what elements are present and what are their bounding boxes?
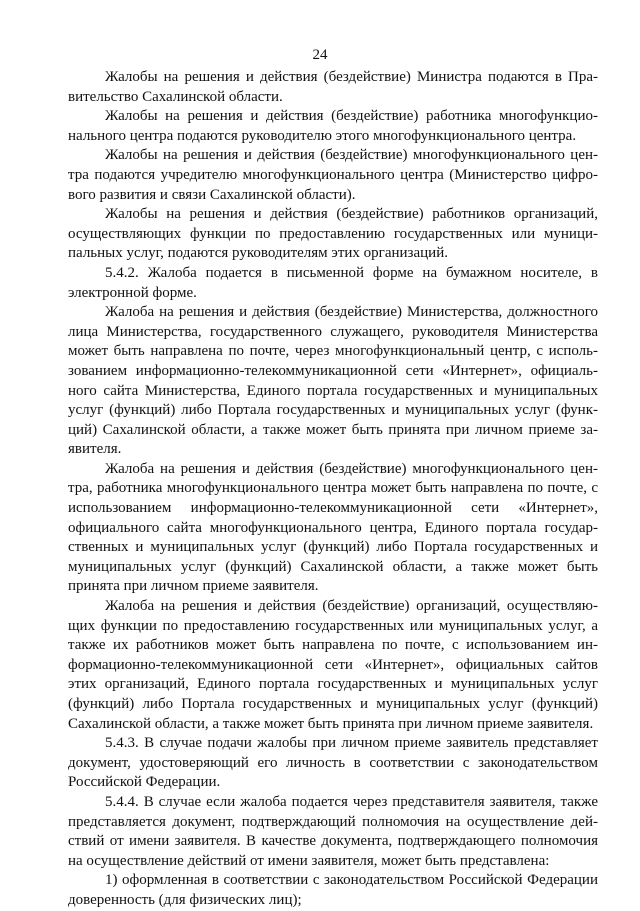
paragraph-complaint-organizations-channels: Жалоба на решения и действия (бездействие) организаций, осуществляющих функции по предоставлению государственных или муниципальных услуг, а также их работников может быть направлена по почте, с использованием информационно-телекоммуникационной сети «Интернет», официальных сайтов этих организаций, Единого портала государственных и муниципальных услуг (функций) либо Портала государственных и муниципальных услуг (функций) Сахалинской области, а также может быть принята при личном приеме заявителя. [68, 598, 598, 732]
paragraph-5-4-4: 5.4.4. В случае если жалоба подается через представителя заявителя, также представляется документ, подтверждающий полномочия на осуществление действий от имени заявителя. В качестве документа, подтверждающего полномочия на осуществление действий от имени заявителя, может быть представлена: [68, 793, 598, 869]
paragraph-complaint-minister: Жалобы на решения и действия (бездействие) Министра подаются в Правительство Сахалинской области. [68, 69, 598, 105]
paragraph-5-4-2: 5.4.2. Жалоба подается в письменной форме на бумажном носителе, в электронной форме. [68, 264, 598, 301]
paragraph-5-4-3: 5.4.3. В случае подачи жалобы при личном приеме заявитель представляет документ, удостоверяющий его личность в соответствии с законодательством Российской Федерации. [68, 735, 598, 791]
document-body [68, 68, 598, 911]
paragraph-complaint-mfc: Жалобы на решения и действия (бездействие) многофункционального центра подаются учредителю многофункционального центра (Министерство цифрового развития и связи Сахалинской области). [68, 147, 598, 203]
paragraph-complaint-ministry-channels: Жалоба на решения и действия (бездействие) Министерства, должностного лица Министерства, государственного служащего, руководителя Министерства может быть направлена по почте, через многофункциональный центр, с использованием информационно-телекоммуникационной сети «Интернет», официального сайта Министерства, Единого портала государственных и муниципальных услуг (функций) либо Портала государственных и муниципальных услуг (функций) Сахалинской области, а также может быть принята при личном приеме заявителя. [68, 304, 598, 458]
page-number: 24 [312, 47, 328, 63]
paragraph-complaint-mfc-employee: Жалобы на решения и действия (бездействие) работника многофункционального центра подаются руководителю этого многофункционального центра. [68, 108, 598, 144]
paragraph-complaint-mfc-channels: Жалоба на решения и действия (бездействие) многофункционального центра, работника многофункционального центра может быть направлена по почте, с использованием информационно-телекоммуникационной сети «Интернет», официального сайта многофункционального центра, Единого портала государственных и муниципальных услуг (функций) либо Портала государственных и муниципальных услуг (функций) Сахалинской области, а также может быть принята при личном приеме заявителя. [68, 460, 598, 595]
paragraph-item-1-power-of-attorney: 1) оформленная в соответствии с законодательством Российской Федерации доверенность (для физических лиц); [68, 872, 598, 908]
paragraph-complaint-organizations: Жалобы на решения и действия (бездействие) работников организаций, осуществляющих функции по предоставлению государственных или муниципальных услуг, подаются руководителям этих организаций. [68, 206, 598, 262]
